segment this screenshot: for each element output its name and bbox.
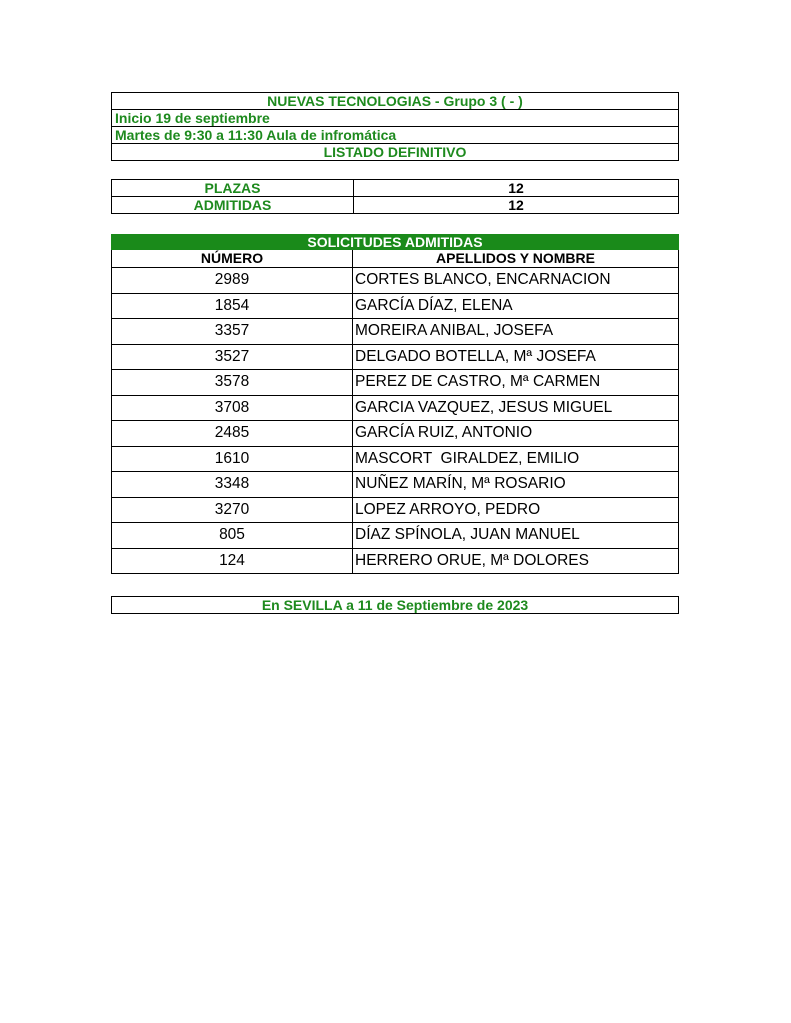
cell-numero: 3348 xyxy=(112,472,353,497)
plazas-label: PLAZAS xyxy=(112,180,354,196)
table-row xyxy=(112,344,678,370)
table-row xyxy=(112,420,678,446)
places-box xyxy=(111,179,679,214)
cell-nombre: CORTES BLANCO, ENCARNACION xyxy=(355,271,611,288)
table-row xyxy=(112,548,678,574)
table-row xyxy=(112,395,678,421)
cell-nombre: DELGADO BOTELLA, Mª JOSEFA xyxy=(355,347,596,365)
footer-box xyxy=(111,596,679,614)
course-info-box xyxy=(111,92,679,161)
table-row xyxy=(112,471,678,497)
cell-numero: 3527 xyxy=(112,345,353,370)
cell-nombre: GARCÍA RUIZ, ANTONIO xyxy=(355,424,533,441)
cell-nombre: MOREIRA ANIBAL, JOSEFA xyxy=(355,322,554,339)
table-row xyxy=(112,293,678,319)
course-title: NUEVAS TECNOLOGIAS - Grupo 3 ( - ) xyxy=(267,93,523,109)
course-schedule: Martes de 9:30 a 11:30 Aula de infromática xyxy=(112,126,678,143)
cell-numero: 3270 xyxy=(112,498,353,523)
admitidas-value: 12 xyxy=(508,197,524,213)
admitidas-row xyxy=(112,196,678,213)
cell-numero: 1854 xyxy=(112,294,353,319)
cell-nombre: NUÑEZ MARÍN, Mª ROSARIO xyxy=(355,475,566,492)
table-header-row xyxy=(112,250,678,267)
applications-table xyxy=(111,250,679,574)
cell-numero: 3578 xyxy=(112,370,353,395)
cell-nombre: HERRERO ORUE, Mª DOLORES xyxy=(355,551,589,569)
course-start: Inicio 19 de septiembre xyxy=(112,109,678,126)
cell-numero: 124 xyxy=(112,549,353,574)
cell-nombre: PEREZ DE CASTRO, Mª CARMEN xyxy=(355,373,601,390)
cell-nombre: DÍAZ SPÍNOLA, JUAN MANUEL xyxy=(355,526,580,543)
footer-text: En SEVILLA a 11 de Septiembre de 2023 xyxy=(261,597,529,613)
table-row xyxy=(112,497,678,523)
header-numero: NÚMERO xyxy=(112,250,353,267)
table-row xyxy=(112,446,678,472)
cell-nombre: GARCIA VAZQUEZ, JESUS MIGUEL xyxy=(355,398,613,416)
table-row xyxy=(112,318,678,344)
cell-numero: 2989 xyxy=(112,268,353,293)
cell-numero: 2485 xyxy=(112,421,353,446)
table-row xyxy=(112,267,678,293)
cell-nombre: LOPEZ ARROYO, PEDRO xyxy=(355,500,541,518)
cell-nombre: GARCÍA DÍAZ, ELENA xyxy=(355,296,513,314)
cell-numero: 3357 xyxy=(112,319,353,344)
list-type: LISTADO DEFINITIVO xyxy=(112,143,678,160)
cell-nombre: MASCORT GIRALDEZ, EMILIO xyxy=(355,449,580,467)
cell-numero: 805 xyxy=(112,523,353,548)
cell-numero: 3708 xyxy=(112,396,353,421)
plazas-value: 12 xyxy=(508,180,524,196)
header-nombre: APELLIDOS Y NOMBRE xyxy=(436,250,595,266)
plazas-row xyxy=(112,180,678,196)
cell-numero: 1610 xyxy=(112,447,353,472)
admitidas-label: ADMITIDAS xyxy=(112,197,354,213)
table-row xyxy=(112,522,678,548)
applications-title: SOLICITUDES ADMITIDAS xyxy=(111,234,679,250)
table-row xyxy=(112,369,678,395)
